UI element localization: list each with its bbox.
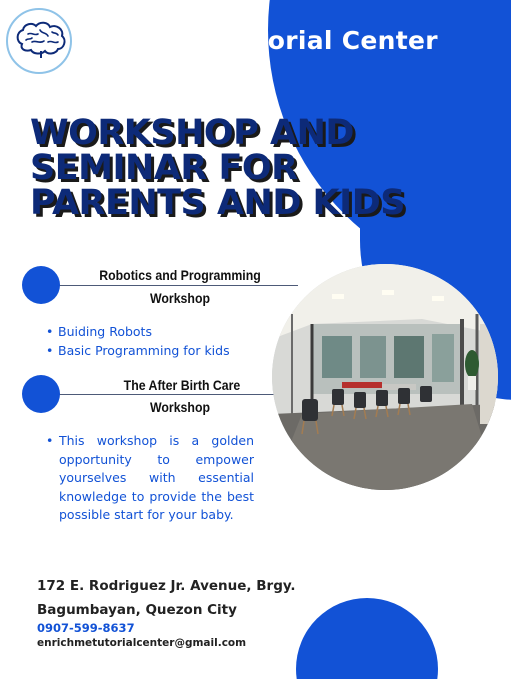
section-title-after-birth: The After Birth Care xyxy=(123,377,241,393)
headline-line-1: WORKSHOP AND xyxy=(30,113,354,153)
list-item: • Buiding Robots xyxy=(46,322,230,341)
section-title-robotics-workshop: Workshop xyxy=(149,290,211,306)
bottom-blue-circle xyxy=(296,598,438,679)
section-bullet-circle xyxy=(22,375,60,413)
headline xyxy=(30,113,450,223)
email-address: enrichmetutorialcenter@gmail.com xyxy=(37,637,247,649)
address-line-2: Bagumbayan, Quezon City xyxy=(37,602,237,618)
headline-line-2: SEMINAR FOR xyxy=(30,148,298,188)
classroom-photo xyxy=(272,264,498,490)
list-item: • Basic Programming for kids xyxy=(46,341,230,360)
logo xyxy=(6,8,72,74)
section-bullet-circle xyxy=(22,266,60,304)
phone-number: 0907-599-8637 xyxy=(37,621,135,635)
section-title-robotics: Robotics and Programming xyxy=(99,267,261,283)
brain-icon xyxy=(14,20,68,60)
headline-line-3: PARENTS AND KIDS xyxy=(30,183,405,223)
address-line-1: 172 E. Rodriguez Jr. Avenue, Brgy. xyxy=(37,578,296,594)
robotics-bullet-list xyxy=(46,322,230,360)
after-birth-description: This workshop is a golden opportunity to empower yourselves with essential knowledge to provide the best possible start for your baby. xyxy=(59,433,254,523)
brand-name: Enrichme Tutorial Center xyxy=(80,26,438,55)
section-title-after-birth-workshop: Workshop xyxy=(149,399,211,415)
address xyxy=(37,574,296,622)
bullet-dot: • xyxy=(46,433,54,448)
